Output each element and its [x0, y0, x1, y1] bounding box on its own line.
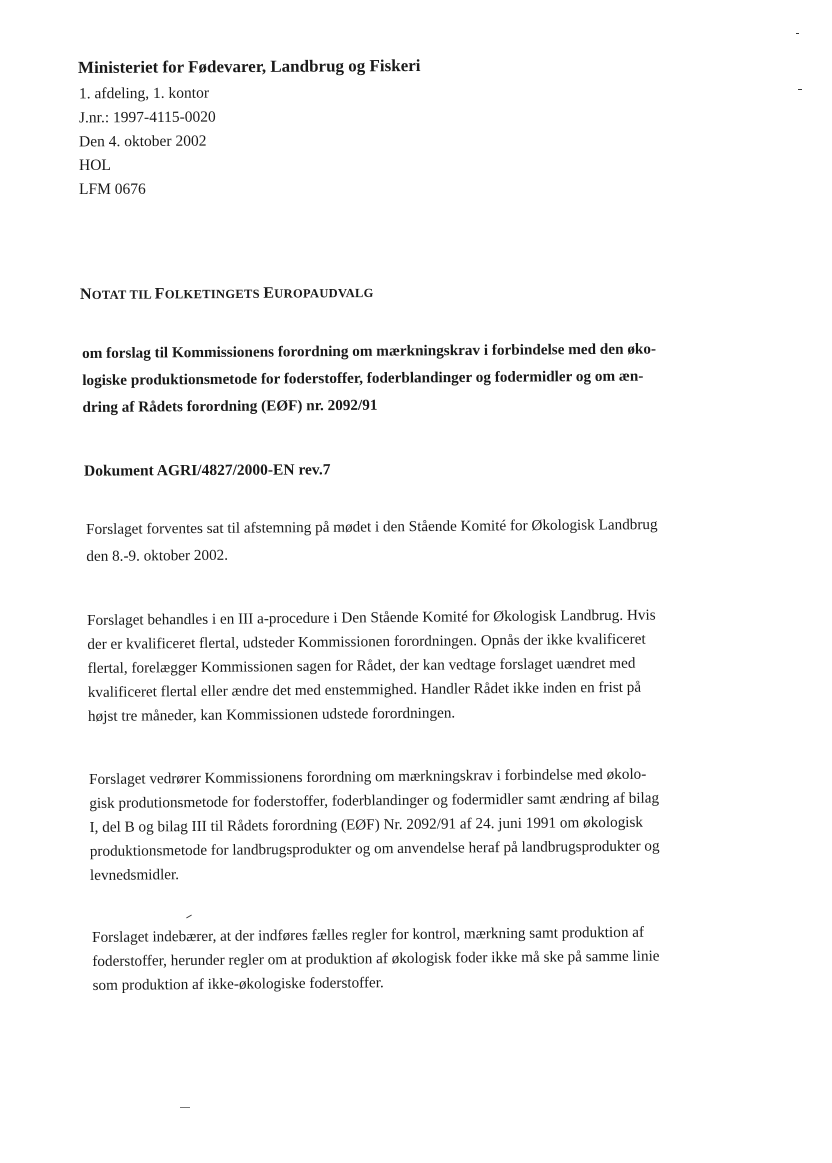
- paragraph-line: levnedsmidler.: [89, 866, 180, 884]
- header-line-initials: HOL: [79, 157, 111, 174]
- ministry-name: Ministeriet for Fødevarer, Landbrug og Fiskeri: [77, 55, 421, 78]
- paragraph-line: den 8.-9. oktober 2002.: [86, 546, 229, 565]
- subject-line: logiske produktionsmetode for foderstoffer, foderblandinger og fodermidler og om æn-: [82, 367, 644, 389]
- header-line-reference: LFM 0676: [79, 181, 146, 198]
- paragraph-line: Forslaget indebærer, at der indføres fælles regler for kontrol, mærkning samt produktion af: [92, 923, 645, 946]
- subject-line: om forslag til Kommissionens forordning om mærkningskrav i forbindelse med den øko-: [82, 340, 657, 362]
- header-line-date: Den 4. oktober 2002: [78, 132, 207, 151]
- subject-line: dring af Rådets forordning (EØF) nr. 2092/91: [82, 396, 378, 416]
- header-line-department: 1. afdeling, 1. kontor: [78, 84, 210, 103]
- paragraph-line: I, del B og bilag III til Rådets forordning (EØF) Nr. 2092/91 af 24. juni 1991 om økologisk: [89, 813, 644, 836]
- scan-mark: [180, 1107, 190, 1108]
- paragraph-line: som produktion af ikke-økologiske foderstoffer.: [92, 974, 384, 994]
- memo-title: NOTAT TIL FOLKETINGETS EUROPAUDVALG: [79, 284, 374, 304]
- paragraph-line: højst tre måneder, kan Kommissionen udstede forordningen.: [87, 704, 456, 725]
- paragraph-line: Forslaget vedrører Kommissionens forordning om mærkningskrav i forbindelse med økolo-: [89, 765, 647, 788]
- paragraph-line: flertal, forelægger Kommissionen sagen for Rådet, der kan vedtage forslaget uændret med: [87, 654, 636, 677]
- scan-mark: [796, 33, 799, 34]
- paragraph-line: gisk produtionsmetode for foderstoffer, foderblandinger og fodermidler samt ændring af bilag: [89, 789, 660, 812]
- paragraph-line: produktionsmetode for landbrugsprodukter og om anvendelse heraf på landbrugsprodukter og: [89, 837, 660, 860]
- document-reference: Dokument AGRI/4827/2000-EN rev.7: [83, 461, 331, 480]
- paragraph-line: foderstoffer, herunder regler om at produktion af økologisk foder ikke må ske på samme linie: [92, 947, 660, 970]
- paragraph-line: Forslaget behandles i en III a-procedure i Den Stående Komité for Økologisk Landbrug. Hvis: [87, 606, 656, 629]
- header-line-journal-number: J.nr.: 1997-4115-0020: [78, 108, 216, 127]
- scan-mark: [186, 915, 192, 919]
- paragraph-line: kvalificeret flertal eller ændre det med enstemmighed. Handler Rådet ikke inden en frist på: [87, 678, 642, 701]
- scan-mark: [798, 89, 802, 90]
- paragraph-line: der er kvalificeret flertal, udsteder Kommissionen forordningen. Opnås der ikke kvalificeret: [87, 630, 646, 653]
- paragraph-line: Forslaget forventes sat til afstemning på mødet i den Stående Komité for Økologisk Landbrug: [86, 516, 658, 538]
